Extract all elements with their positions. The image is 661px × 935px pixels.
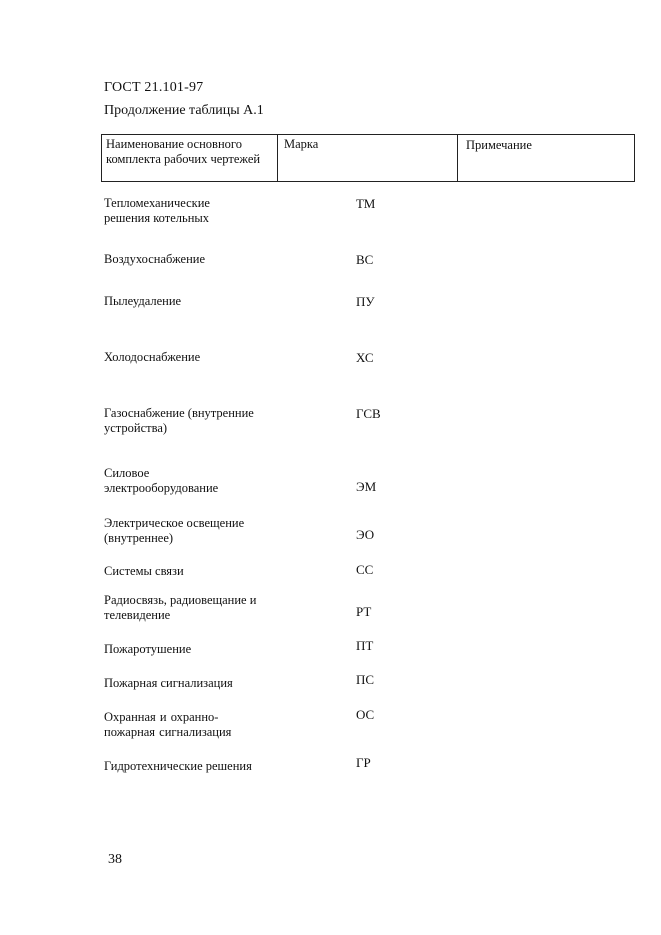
- row-mark: ГР: [356, 755, 371, 770]
- row-mark: ЭО: [356, 527, 375, 542]
- row-mark: ПТ: [356, 638, 374, 653]
- document-code: ГОСТ 21.101-97: [104, 80, 204, 95]
- row-mark: СС: [356, 562, 374, 577]
- row-mark: ПУ: [356, 294, 375, 309]
- row-mark: ОС: [356, 707, 375, 722]
- row-name: Пылеудаление: [104, 294, 182, 308]
- row-mark: ГСВ: [356, 406, 381, 421]
- row-name: Тепломеханические решения котельных: [104, 196, 210, 225]
- row-mark: РТ: [356, 604, 372, 619]
- row-name: Электрическое освещение (внутреннее): [104, 516, 245, 545]
- row-mark: ЭМ: [356, 479, 377, 494]
- column-header-name: Наименование основного комплекта рабочих чертежей: [102, 135, 278, 181]
- table-header: [101, 134, 635, 182]
- row-name: Системы связи: [104, 564, 184, 578]
- row-name: Силовое электрооборудование: [104, 466, 219, 495]
- row-name: Охранная и охранно-пожарная сигнализация: [104, 710, 232, 739]
- row-name: Газоснабжение (внутренние устройства): [104, 406, 254, 435]
- row-mark: ВС: [356, 252, 374, 267]
- row-name: Гидротехнические решения: [104, 759, 252, 773]
- row-name: Холодоснабжение: [104, 350, 201, 364]
- page-number: 38: [108, 852, 122, 867]
- table-continuation-caption: Продолжение таблицы А.1: [104, 103, 264, 118]
- row-name: Радиосвязь, радиовещание и телевидение: [104, 593, 257, 622]
- column-header-note: Примечание: [466, 138, 532, 152]
- row-name: Пожаротушение: [104, 642, 192, 656]
- row-mark: ПС: [356, 672, 375, 687]
- row-mark: ТМ: [356, 196, 376, 211]
- row-name: Пожарная сигнализация: [104, 676, 233, 690]
- row-mark: ХС: [356, 350, 374, 365]
- column-header-mark: Марка: [278, 135, 458, 181]
- row-name: Воздухоснабжение: [104, 252, 206, 266]
